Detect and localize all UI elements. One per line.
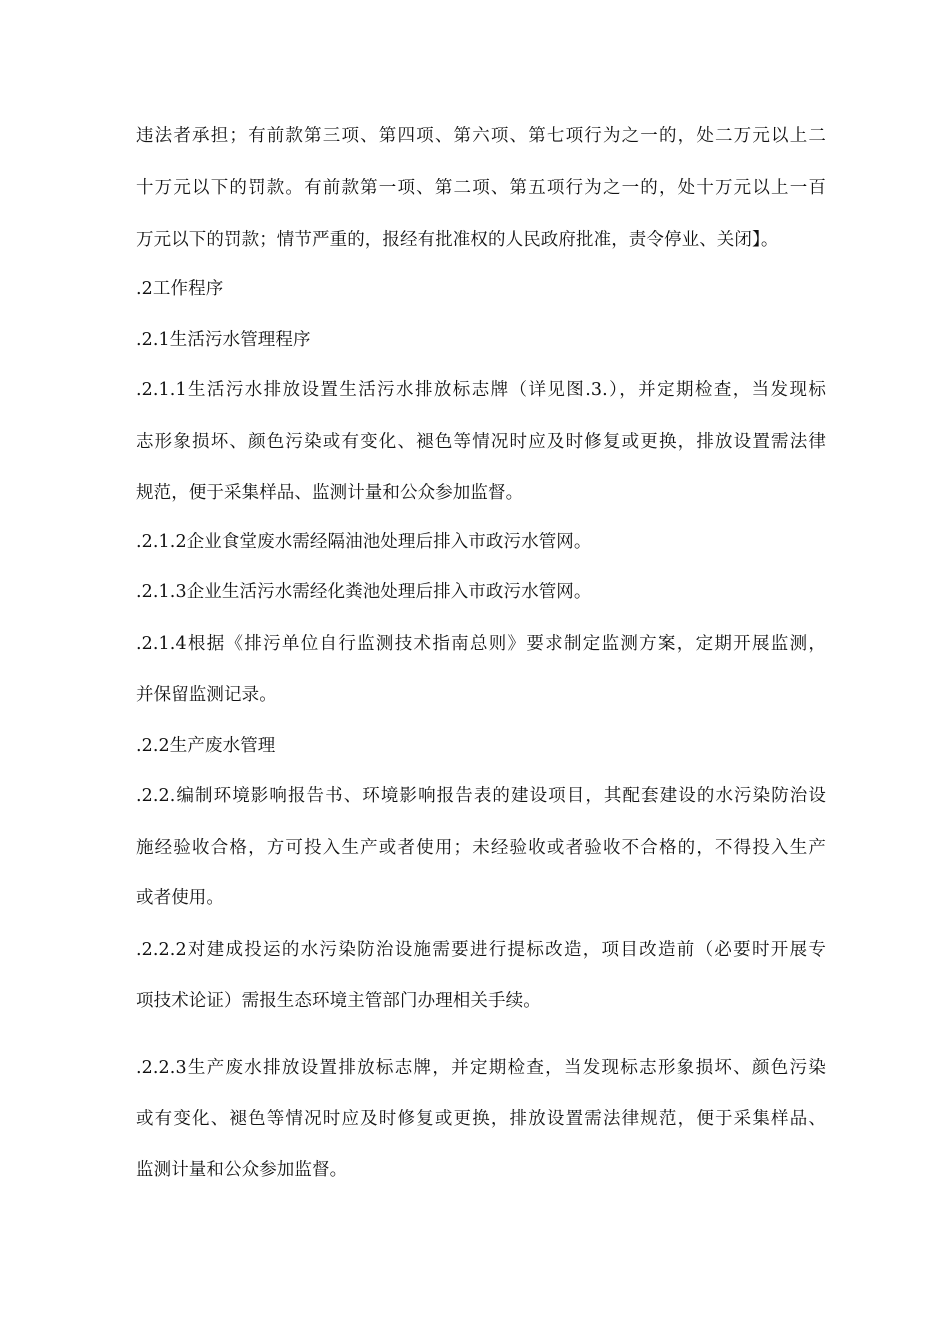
text-line: .2.2.2对建成投运的水污染防治设施需要进行提标改造，项目改造前（必要时开展专 [136,940,826,960]
section-heading: .2工作程序 [136,279,224,299]
text-line: 违法者承担；有前款第三项、第四项、第六项、第七项行为之一的，处二万元以上二 [136,126,826,146]
text-line: 或者使用。 [136,888,224,908]
text-line: 项技术论证）需报生态环境主管部门办理相关手续。 [136,991,541,1011]
text-line: .2.2.3生产废水排放设置排放标志牌，并定期检查，当发现标志形象损坏、颜色污染 [136,1058,826,1078]
subsection-heading: .2.2生产废水管理 [136,736,276,756]
subsection-heading: .2.1生活污水管理程序 [136,330,311,350]
text-line: .2.1.4根据《排污单位自行监测技术指南总则》要求制定监测方案，定期开展监测， [136,634,826,654]
text-line: .2.1.2企业食堂废水需经隔油池处理后排入市政污水管网。 [136,532,592,552]
text-line: .2.1.3企业生活污水需经化粪池处理后排入市政污水管网。 [136,582,592,602]
text-line: 规范，便于采集样品、监测计量和公众参加监督。 [136,483,524,503]
text-line: 施经验收合格，方可投入生产或者使用；未经验收或者验收不合格的，不得投入生产 [136,838,826,858]
text-line: 万元以下的罚款；情节严重的，报经有批准权的人民政府批准，责令停业、关闭】。 [136,230,779,250]
text-line: .2.1.1生活污水排放设置生活污水排放标志牌（详见图.3.），并定期检查，当发现标 [136,380,826,400]
text-line: 十万元以下的罚款。有前款第一项、第二项、第五项行为之一的，处十万元以上一百 [136,178,826,198]
text-line: 并保留监测记录。 [136,685,277,705]
text-line: 志形象损坏、颜色污染或有变化、褪色等情况时应及时修复或更换，排放设置需法律 [136,432,826,452]
text-line: .2.2.编制环境影响报告书、环境影响报告表的建设项目，其配套建设的水污染防治设 [136,786,826,806]
text-line: 或有变化、褪色等情况时应及时修复或更换，排放设置需法律规范，便于采集样品、 [136,1109,826,1129]
text-line: 监测计量和公众参加监督。 [136,1160,348,1180]
